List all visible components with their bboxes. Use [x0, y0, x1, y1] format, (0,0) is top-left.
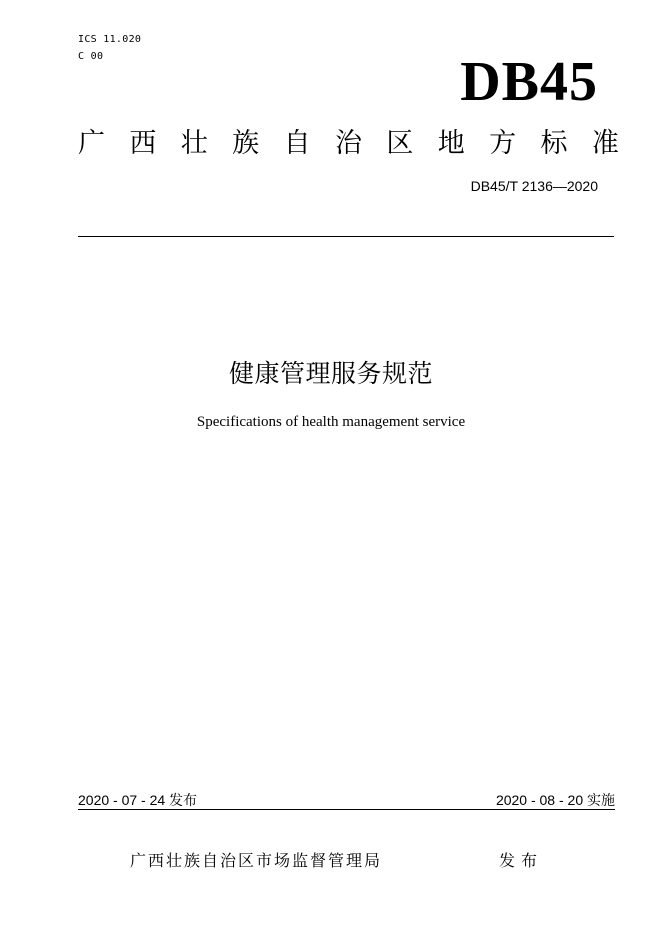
- standard-type-char: 准: [591, 128, 619, 159]
- standard-number: DB45/T 2136—2020: [470, 178, 598, 194]
- ics-code: ICS 11.020: [78, 34, 142, 45]
- publish-date: 2020 - 07 - 24 发布: [78, 792, 198, 808]
- footer-divider: [78, 809, 615, 810]
- standard-type-char: 自: [283, 128, 311, 159]
- header-divider: [78, 236, 614, 237]
- standard-type-char: 族: [232, 128, 260, 159]
- document-title-english: Specifications of health management service: [196, 414, 466, 430]
- standard-type-char: 壮: [180, 128, 208, 159]
- standard-type-heading: [78, 126, 619, 162]
- issuing-authority: 广西壮族自治区市场监督管理局: [130, 851, 383, 870]
- implement-date: 2020 - 08 - 20 实施: [495, 792, 615, 808]
- document-title-chinese: 健康管理服务规范: [228, 359, 433, 388]
- issue-label: 发布: [499, 851, 544, 870]
- standard-type-char: 地: [437, 128, 465, 159]
- standard-code-logo: DB45: [460, 51, 598, 113]
- standard-type-char: 方: [489, 128, 517, 159]
- standard-type-char: 区: [386, 128, 414, 159]
- standard-type-char: 广: [78, 128, 105, 159]
- standard-type-char: 治: [334, 128, 362, 159]
- ccs-code: C 00: [78, 51, 104, 62]
- standard-type-char: 西: [129, 128, 157, 159]
- standard-type-char: 标: [540, 128, 568, 159]
